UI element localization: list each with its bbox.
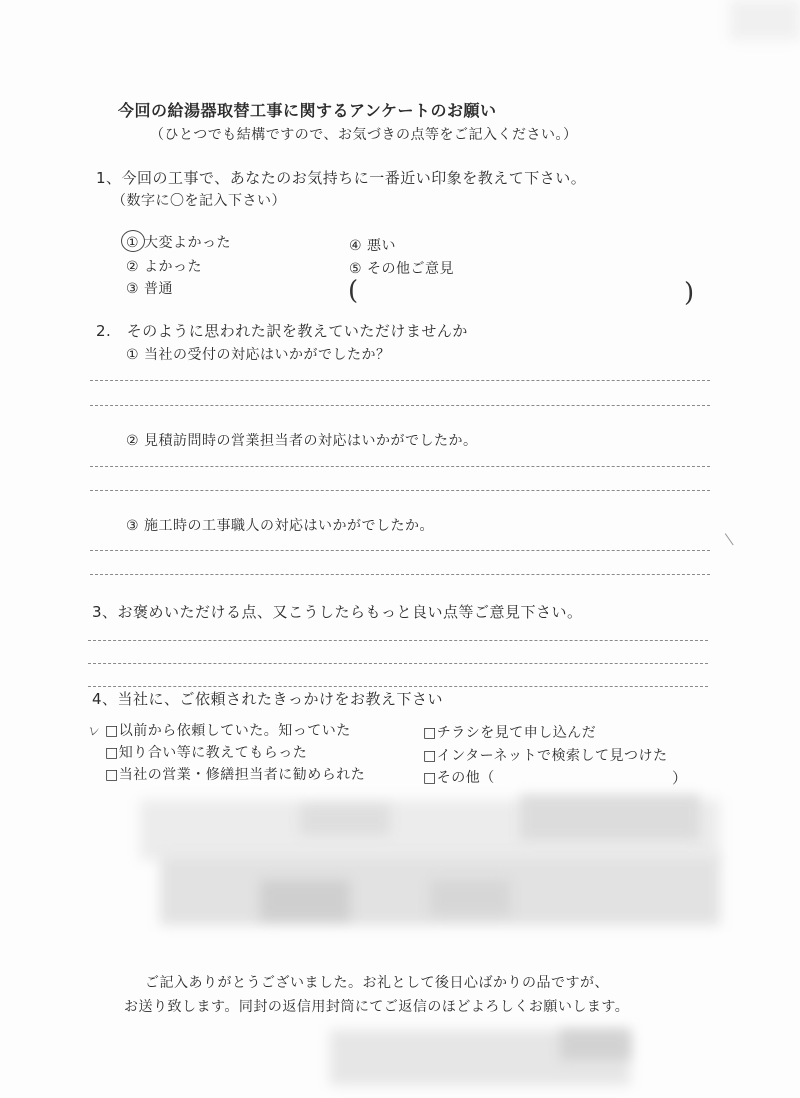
q2-sub1: ① 当社の受付の対応はいかがでしたか？ <box>126 347 391 363</box>
q2-sub3: ③ 施工時の工事職人の対応はいかがでしたか。 <box>126 518 434 534</box>
page-subtitle: （ひとつでも結構ですので、お気づきの点等をご記入ください。） <box>150 127 578 143</box>
q4-option-sales-rep: □当社の営業・修繕担当者に勧められた <box>105 767 366 783</box>
q2-sub2: ② 見積訪問時の営業担当者の対応はいかがでしたか。 <box>126 433 478 449</box>
handwritten-check-mark: レ <box>86 722 102 740</box>
answer-line <box>88 640 708 641</box>
q1-other-paren-close: ) <box>684 278 695 308</box>
q4-question: 4、当社に、ご依頼されたきっかけをお教え下さい <box>92 690 444 708</box>
q3-question: 3、お褒めいただける点、又こうしたらもっと良い点等ご意見下さい。 <box>92 603 583 621</box>
q4-option-previous: □以前から依頼していた。知っていた <box>105 723 351 739</box>
corner-smudge <box>730 0 800 40</box>
answer-line <box>90 574 710 575</box>
answer-line <box>90 466 710 467</box>
answer-line <box>90 490 710 491</box>
footer-line-2: お送り致します。同封の返信用封筒にてご返信のほどよろしくお願いします。 <box>124 999 630 1015</box>
answer-line <box>90 405 710 406</box>
q1-note: （数字に〇を記入下さい） <box>112 193 286 209</box>
q1-option-3: ③ 普通 <box>126 281 174 297</box>
q4-other-paren-close: ） <box>672 769 688 787</box>
q4-option-referral: □知り合い等に教えてもらった <box>105 745 308 761</box>
answer-line <box>90 550 710 551</box>
q1-other-paren-open: ( <box>348 276 359 306</box>
answer-line <box>90 380 710 381</box>
stray-mark <box>725 529 740 546</box>
page-title: 今回の給湯器取替工事に関するアンケートのお願い <box>118 101 497 120</box>
answer-line <box>88 686 708 687</box>
q4-option-internet: □インターネットで検索して見つけた <box>423 748 668 764</box>
q2-question: 2. そのように思われた訳を教えていただけませんか <box>96 322 468 340</box>
q1-option-5: ⑤ その他ご意見 <box>349 261 455 277</box>
q1-option-2: ② よかった <box>126 259 203 275</box>
q1-option-4: ④ 悪い <box>349 238 397 254</box>
q4-option-other: □その他（ <box>423 770 495 786</box>
q1-question: 1、今回の工事で、あなたのお気持ちに一番近い印象を教えて下さい。 <box>96 169 587 187</box>
q1-option-1: ① 大変よかった <box>126 235 232 251</box>
answer-line <box>88 663 708 664</box>
footer-line-1: ご記入ありがとうございました。お礼として後日心ばかりの品ですが、 <box>145 975 609 991</box>
q4-option-flyer: □チラシを見て申し込んだ <box>423 725 597 741</box>
